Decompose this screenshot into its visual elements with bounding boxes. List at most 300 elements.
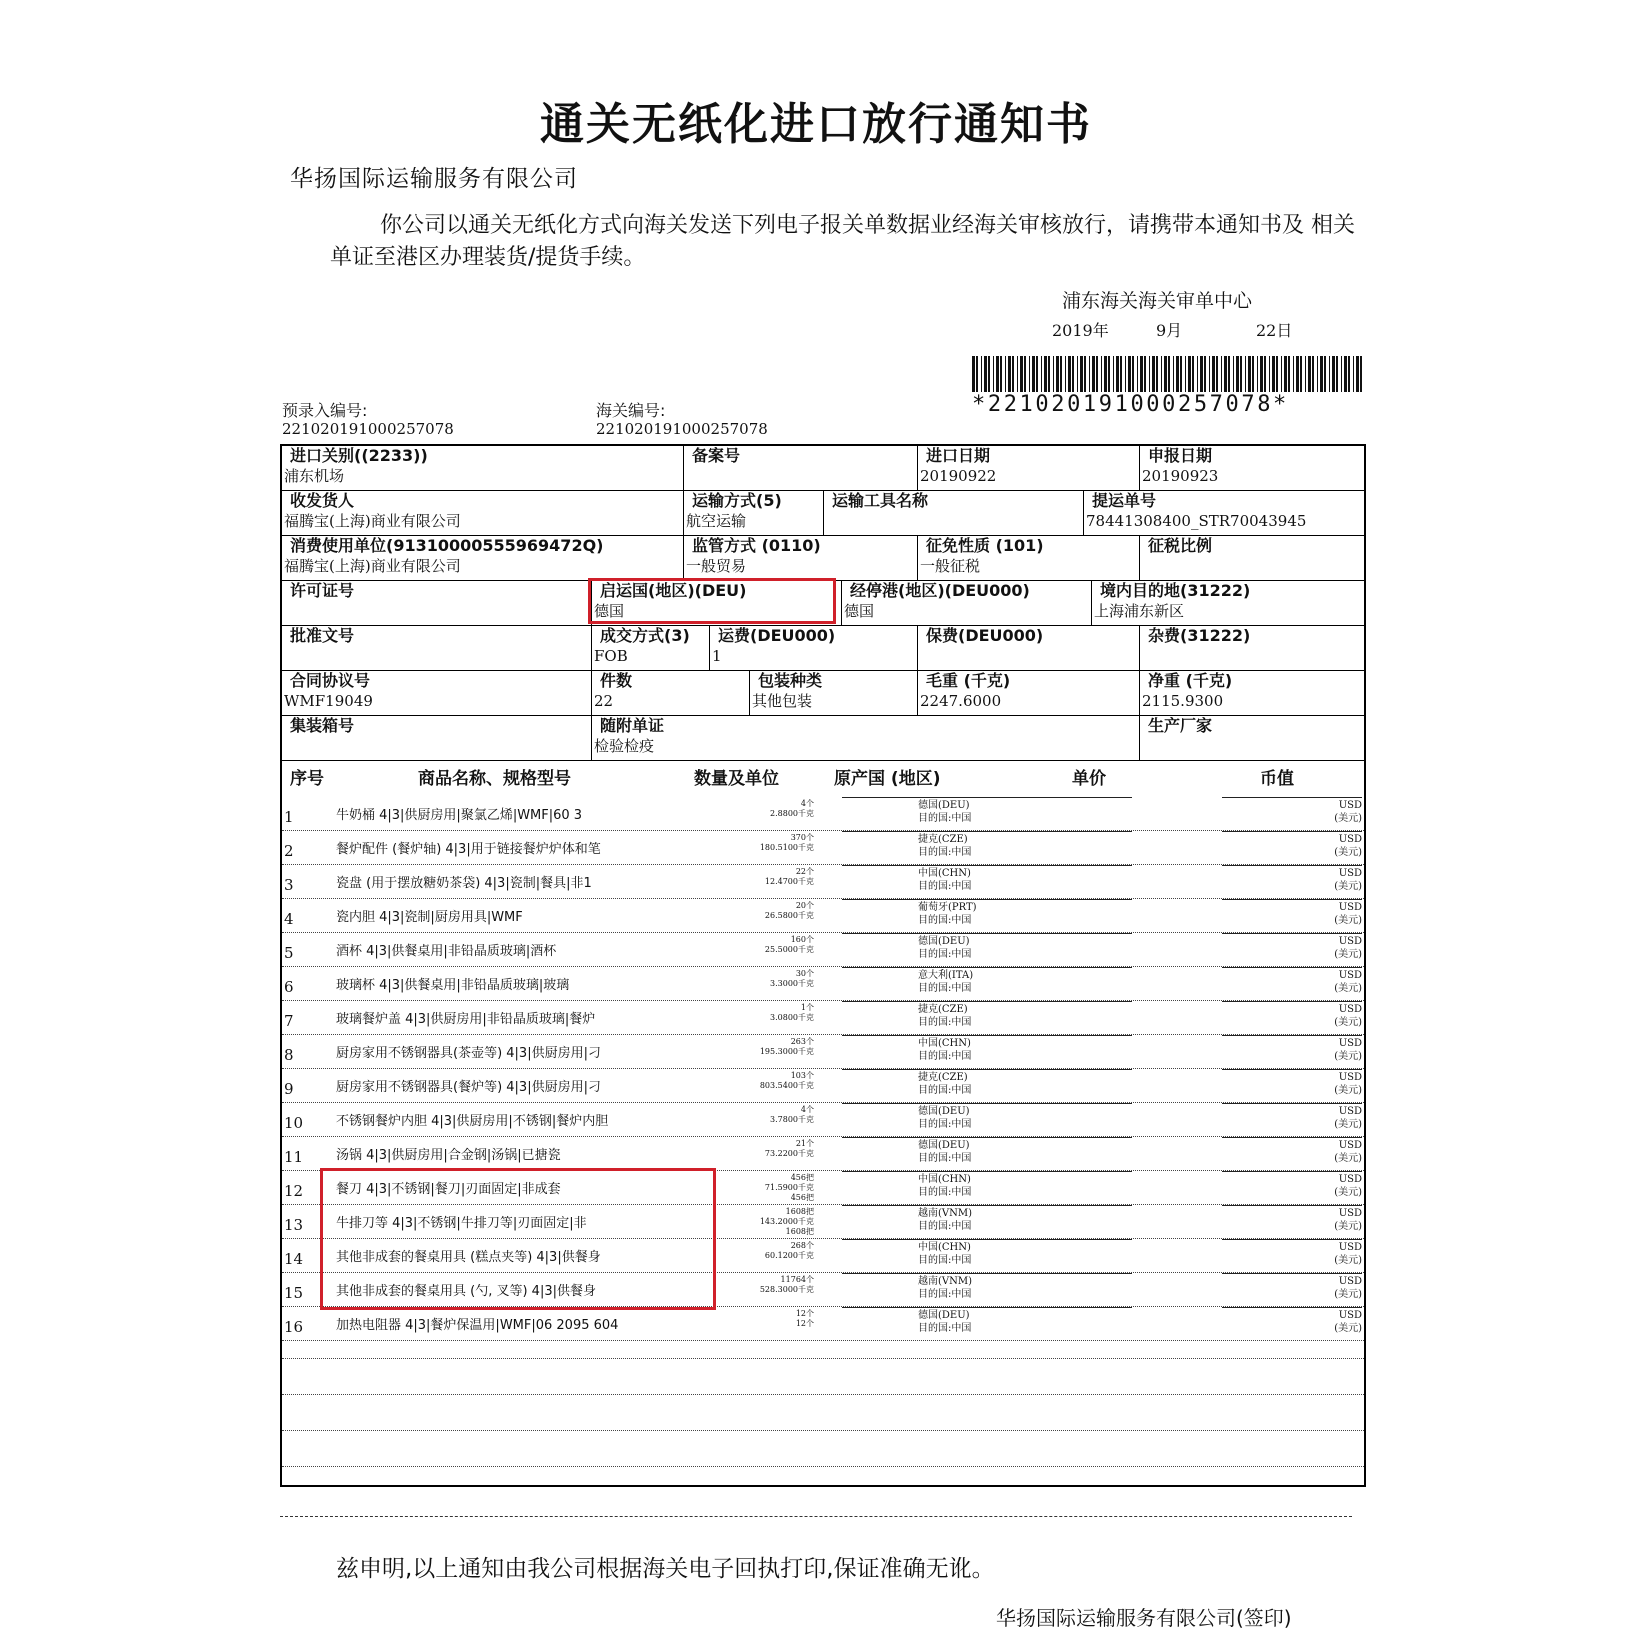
goods-origin-country: 德国(DEU) xyxy=(918,1106,970,1117)
goods-qty-1: 160个 xyxy=(790,935,814,944)
barcode-bar xyxy=(1264,356,1266,392)
barcode-bar xyxy=(1305,356,1306,392)
goods-qty-2: 2.8800千克 xyxy=(770,809,814,818)
barcode-bar xyxy=(1197,356,1198,392)
barcode-bar xyxy=(1324,356,1326,392)
barcode-bar xyxy=(1060,356,1062,392)
row-rule xyxy=(1222,967,1362,968)
row-rule xyxy=(1222,1171,1362,1172)
barcode-image xyxy=(972,356,1366,392)
field-tax-nature: 征免性质 (101) 一般征税 xyxy=(918,536,1140,581)
goods-currency xyxy=(1282,969,1362,995)
goods-currency-code: USD xyxy=(1338,1310,1362,1321)
goods-qty-1: 11764个 xyxy=(780,1275,814,1284)
row-rule xyxy=(1222,1273,1362,1274)
goods-idx: 4 xyxy=(284,910,294,928)
goods-currency xyxy=(1282,1275,1362,1301)
separator xyxy=(280,1516,1352,1517)
goods-origin-country: 捷克(CZE) xyxy=(918,1004,968,1015)
goods-qty-2: 12个 xyxy=(795,1319,814,1328)
goods-currency-code: USD xyxy=(1338,834,1362,845)
goods-origin-country: 捷克(CZE) xyxy=(918,1072,968,1083)
goods-dest-country: 目的国:中国 xyxy=(918,1289,972,1300)
row-rule xyxy=(842,1137,1132,1138)
barcode-bar xyxy=(1000,356,1002,392)
row-rule xyxy=(842,1239,1132,1240)
barcode-bar xyxy=(1140,356,1143,392)
customs-no-label: 海关编号: xyxy=(596,401,666,420)
goods-row xyxy=(282,864,1364,899)
row-rule xyxy=(1222,797,1362,798)
barcode-bar xyxy=(1236,356,1239,392)
barcode-bar xyxy=(1080,356,1083,392)
goods-currency xyxy=(1282,1139,1362,1165)
goods-currency-code: USD xyxy=(1338,868,1362,879)
goods-origin xyxy=(918,1071,971,1097)
goods-currency-code: USD xyxy=(1338,1038,1362,1049)
goods-currency-name: (美元) xyxy=(1334,1289,1362,1300)
goods-qty-1: 21个 xyxy=(795,1139,814,1148)
barcode-bar xyxy=(1096,356,1098,392)
barcode-bar xyxy=(1020,356,1023,392)
goods-currency-code: USD xyxy=(1338,970,1362,981)
goods-qty-1: 370个 xyxy=(790,833,814,842)
goods-qty-2: 528.3000千克 xyxy=(759,1285,814,1294)
barcode-bar xyxy=(1320,356,1323,392)
barcode-bar xyxy=(1152,356,1155,392)
row-rule xyxy=(842,1069,1132,1070)
goods-currency-code: USD xyxy=(1338,1174,1362,1185)
goods-idx: 11 xyxy=(284,1148,304,1166)
barcode-number: *221020191000257078* xyxy=(972,392,1289,417)
barcode-bar xyxy=(1281,356,1282,392)
row-rule xyxy=(1222,933,1362,934)
issue-month: 9月 xyxy=(1156,321,1183,340)
goods-dest-country: 目的国:中国 xyxy=(918,1153,972,1164)
field-transport-mode: 运输方式(5) 航空运输 xyxy=(684,491,824,536)
goods-origin-country: 越南(VNM) xyxy=(918,1276,973,1287)
goods-name: 餐刀 4|3|不锈钢|餐刀|刃面固定|非成套 xyxy=(336,1182,561,1197)
field-documents: 随附单证 检验检疫 xyxy=(592,716,1140,761)
goods-currency-name: (美元) xyxy=(1334,915,1362,926)
barcode-bar xyxy=(1032,356,1035,392)
notice-body: 你公司以通关无纸化方式向海关发送下列电子报关单数据业经海关审核放行，请携带本通知书及 相关单证至港区办理装货/提货手续。 xyxy=(330,213,1355,270)
barcode-bar xyxy=(1132,356,1134,392)
goods-idx: 9 xyxy=(284,1080,294,1098)
barcode-bar xyxy=(1173,356,1174,392)
goods-qty xyxy=(742,1139,814,1159)
empty-line xyxy=(282,1358,1364,1359)
barcode-bar xyxy=(1005,356,1006,392)
goods-idx: 14 xyxy=(284,1250,304,1268)
goods-currency-code: USD xyxy=(1338,902,1362,913)
goods-row xyxy=(282,1102,1364,1137)
barcode-bar xyxy=(1113,356,1114,392)
goods-row xyxy=(282,796,1364,831)
barcode-bar xyxy=(1044,356,1047,392)
field-net-weight: 净重 (千克) 2115.9300 xyxy=(1140,671,1364,716)
goods-qty-2: 803.5400千克 xyxy=(759,1081,814,1090)
goods-header-currency: 币值 xyxy=(1260,769,1294,789)
row-rule xyxy=(1222,1137,1362,1138)
barcode-bar xyxy=(1068,356,1071,392)
barcode-bar xyxy=(1348,356,1350,392)
barcode-bar xyxy=(1176,356,1179,392)
row-rule xyxy=(842,933,1132,934)
goods-currency-name: (美元) xyxy=(1334,813,1362,824)
field-tax-ratio: 征税比例 xyxy=(1140,536,1364,581)
field-deal-mode: 成交方式(3) FOB xyxy=(592,626,710,671)
goods-header-price: 单价 xyxy=(1072,769,1106,789)
barcode-bar xyxy=(1008,356,1011,392)
goods-qty-2: 26.5800千克 xyxy=(764,911,814,920)
field-destination: 境内目的地(31222) 上海浦东新区 xyxy=(1092,581,1364,626)
barcode-bar xyxy=(981,356,982,392)
goods-dest-country: 目的国:中国 xyxy=(918,847,972,858)
barcode-bar xyxy=(1104,356,1107,392)
goods-row xyxy=(282,932,1364,967)
goods-currency-name: (美元) xyxy=(1334,983,1362,994)
field-misc-fee: 杂费(31222) xyxy=(1140,626,1364,671)
goods-name: 其他非成套的餐桌用具 (糕点夹等) 4|3|供餐身 xyxy=(336,1250,601,1265)
goods-dest-country: 目的国:中国 xyxy=(918,983,972,994)
row-rule xyxy=(842,1171,1132,1172)
goods-qty xyxy=(742,1275,814,1295)
goods-qty xyxy=(742,1037,814,1057)
empty-line xyxy=(282,1430,1364,1431)
goods-row xyxy=(282,1068,1364,1103)
goods-origin-country: 中国(CHN) xyxy=(918,1174,971,1185)
field-vehicle-name: 运输工具名称 xyxy=(824,491,1084,536)
goods-qty xyxy=(742,867,814,887)
row-rule xyxy=(842,865,1132,866)
goods-qty-1: 20个 xyxy=(795,901,814,910)
barcode-bar xyxy=(1288,356,1290,392)
goods-name: 汤锅 4|3|供厨房用|合金钢|汤锅|已搪瓷 xyxy=(336,1148,561,1163)
goods-qty xyxy=(742,1207,814,1237)
empty-line xyxy=(282,1466,1364,1467)
goods-origin xyxy=(918,1173,971,1199)
goods-dest-country: 目的国:中国 xyxy=(918,1221,972,1232)
goods-qty xyxy=(742,833,814,853)
goods-qty-2: 3.3000千克 xyxy=(770,979,814,988)
goods-row xyxy=(282,966,1364,1001)
goods-dest-country: 目的国:中国 xyxy=(918,1187,972,1198)
barcode-bar xyxy=(988,356,990,392)
goods-origin xyxy=(918,1207,972,1233)
field-transit-port: 经停港(地区)(DEU000) 德国 xyxy=(842,581,1092,626)
goods-idx: 8 xyxy=(284,1046,294,1064)
goods-qty xyxy=(742,1071,814,1091)
goods-row xyxy=(282,1136,1364,1171)
goods-origin xyxy=(918,833,971,859)
barcode-bar xyxy=(1212,356,1215,392)
barcode-bar xyxy=(972,356,975,392)
barcode-bar xyxy=(1065,356,1066,392)
goods-dest-country: 目的国:中国 xyxy=(918,915,972,926)
goods-qty xyxy=(742,1003,814,1023)
barcode-bar xyxy=(1245,356,1246,392)
goods-qty-1: 1个 xyxy=(800,1003,814,1012)
barcode-bar xyxy=(1024,356,1026,392)
field-declare-date: 申报日期 20190923 xyxy=(1140,446,1364,491)
barcode-bar xyxy=(1036,356,1038,392)
barcode-bar xyxy=(1356,356,1359,392)
goods-origin-country: 捷克(CZE) xyxy=(918,834,968,845)
field-consumer: 消费使用单位(91310000555969472Q) 福腾宝(上海)商业有限公司 xyxy=(282,536,684,581)
barcode-bar xyxy=(1161,356,1162,392)
barcode-bar xyxy=(1185,356,1186,392)
barcode-bar xyxy=(1108,356,1110,392)
goods-idx: 7 xyxy=(284,1012,294,1030)
goods-currency-name: (美元) xyxy=(1334,847,1362,858)
goods-currency xyxy=(1282,1241,1362,1267)
barcode-bar xyxy=(1089,356,1090,392)
row-rule xyxy=(842,899,1132,900)
barcode-bar xyxy=(976,356,978,392)
goods-idx: 16 xyxy=(284,1318,304,1336)
goods-idx: 15 xyxy=(284,1284,304,1302)
barcode-bar xyxy=(1072,356,1074,392)
barcode-bar xyxy=(1053,356,1054,392)
goods-header-idx: 序号 xyxy=(290,769,324,789)
goods-currency-name: (美元) xyxy=(1334,949,1362,960)
field-packaging: 包装种类 其他包装 xyxy=(750,671,918,716)
goods-qty xyxy=(742,935,814,955)
field-consignee: 收发货人 福腾宝(上海)商业有限公司 xyxy=(282,491,684,536)
goods-name: 其他非成套的餐桌用具 (勺, 叉等) 4|3|供餐身 xyxy=(336,1284,596,1299)
goods-currency xyxy=(1282,867,1362,893)
goods-origin-country: 德国(DEU) xyxy=(918,800,970,811)
goods-origin xyxy=(918,1275,972,1301)
row-rule xyxy=(842,1273,1132,1274)
row-rule xyxy=(1222,1307,1362,1308)
goods-name: 餐炉配件 (餐炉轴) 4|3|用于链接餐炉炉体和笔 xyxy=(336,842,601,857)
goods-qty xyxy=(742,799,814,819)
goods-origin xyxy=(918,1139,971,1165)
goods-dest-country: 目的国:中国 xyxy=(918,1119,972,1130)
row-rule xyxy=(1222,1103,1362,1104)
goods-currency-name: (美元) xyxy=(1334,1153,1362,1164)
recipient-company: 华扬国际运输服务有限公司 xyxy=(290,166,578,192)
barcode-bar xyxy=(1224,356,1227,392)
goods-currency-code: USD xyxy=(1338,1004,1362,1015)
goods-header-origin: 原产国 (地区) xyxy=(834,769,941,789)
goods-currency xyxy=(1282,1173,1362,1199)
barcode-bar xyxy=(1216,356,1218,392)
goods-idx: 1 xyxy=(284,808,294,826)
goods-qty-2: 12.4700千克 xyxy=(764,877,814,886)
goods-currency xyxy=(1282,901,1362,927)
row-rule xyxy=(1222,1205,1362,1206)
goods-currency xyxy=(1282,1207,1362,1233)
goods-row xyxy=(282,1034,1364,1069)
goods-row xyxy=(282,1000,1364,1035)
goods-name: 不锈钢餐炉内胆 4|3|供厨房用|不锈钢|餐炉内胆 xyxy=(336,1114,609,1129)
goods-currency xyxy=(1282,1003,1362,1029)
goods-currency-name: (美元) xyxy=(1334,1221,1362,1232)
goods-name: 瓷内胆 4|3|瓷制|厨房用具|WMF xyxy=(336,910,523,925)
goods-qty-1: 263个 xyxy=(790,1037,814,1046)
goods-currency-code: USD xyxy=(1338,1072,1362,1083)
barcode-bar xyxy=(1144,356,1146,392)
issue-date xyxy=(1052,318,1292,341)
row-rule xyxy=(1222,899,1362,900)
goods-idx: 13 xyxy=(284,1216,304,1234)
declaration-statement: 兹申明,以上通知由我公司根据海关电子回执打印,保证准确无讹。 xyxy=(336,1556,995,1582)
barcode-bar xyxy=(1149,356,1150,392)
goods-currency-name: (美元) xyxy=(1334,1051,1362,1062)
goods-currency-code: USD xyxy=(1338,936,1362,947)
goods-qty-2: 180.5100千克 xyxy=(759,843,814,852)
goods-dest-country: 目的国:中国 xyxy=(918,1085,972,1096)
goods-qty-2: 195.3000千克 xyxy=(759,1047,814,1056)
goods-currency-name: (美元) xyxy=(1334,1085,1362,1096)
goods-qty-1: 12个 xyxy=(795,1309,814,1318)
goods-origin-country: 中国(CHN) xyxy=(918,868,971,879)
goods-currency xyxy=(1282,1037,1362,1063)
goods-qty-2: 73.2200千克 xyxy=(764,1149,814,1158)
barcode-bar xyxy=(996,356,999,392)
goods-currency-code: USD xyxy=(1338,1140,1362,1151)
goods-origin xyxy=(918,867,971,893)
field-insurance: 保费(DEU000) xyxy=(918,626,1140,671)
goods-qty-2: 3.7800千克 xyxy=(770,1115,814,1124)
barcode-bar xyxy=(1200,356,1203,392)
goods-qty-3: 456把 xyxy=(790,1193,814,1202)
goods-currency xyxy=(1282,1071,1362,1097)
goods-name: 玻璃餐炉盖 4|3|供厨房用|非铅晶质玻璃|餐炉 xyxy=(336,1012,596,1027)
row-rule xyxy=(842,1307,1132,1308)
goods-origin-country: 葡萄牙(PRT) xyxy=(918,902,977,913)
goods-qty xyxy=(742,1309,814,1329)
field-origin-country: 启运国(地区)(DEU) 德国 xyxy=(592,581,842,626)
barcode-bar xyxy=(1137,356,1138,392)
barcode-bar xyxy=(1077,356,1078,392)
barcode-bar xyxy=(1084,356,1086,392)
goods-dest-country: 目的国:中国 xyxy=(918,1051,972,1062)
goods-idx: 2 xyxy=(284,842,294,860)
goods-qty-1: 268个 xyxy=(790,1241,814,1250)
goods-currency-name: (美元) xyxy=(1334,881,1362,892)
field-approval-no: 批准文号 xyxy=(282,626,592,671)
barcode-bar xyxy=(1296,356,1299,392)
goods-currency xyxy=(1282,935,1362,961)
goods-origin xyxy=(918,1003,971,1029)
row-rule xyxy=(842,967,1132,968)
barcode-bar xyxy=(1240,356,1242,392)
barcode-bar xyxy=(1101,356,1102,392)
goods-origin xyxy=(918,1105,971,1131)
goods-name: 厨房家用不锈钢器具(餐炉等) 4|3|供厨房用|刁 xyxy=(336,1080,601,1095)
goods-origin xyxy=(918,969,973,995)
field-gross-weight: 毛重 (千克) 2247.6000 xyxy=(918,671,1140,716)
goods-dest-country: 目的国:中国 xyxy=(918,1255,972,1266)
goods-name: 酒杯 4|3|供餐桌用|非铅晶质玻璃|酒杯 xyxy=(336,944,557,959)
barcode-bar xyxy=(1192,356,1194,392)
customs-no-value: 221020191000257078 xyxy=(596,420,768,438)
barcode-bar xyxy=(1341,356,1342,392)
barcode-bar xyxy=(1233,356,1234,392)
goods-qty-1: 4个 xyxy=(800,799,814,808)
barcode-bar xyxy=(1180,356,1182,392)
goods-qty xyxy=(742,1241,814,1261)
barcode-bar xyxy=(1156,356,1158,392)
row-rule xyxy=(1222,1035,1362,1036)
barcode-bar xyxy=(1056,356,1059,392)
goods-idx: 3 xyxy=(284,876,294,894)
barcode-bar xyxy=(1293,356,1294,392)
goods-idx: 6 xyxy=(284,978,294,996)
goods-origin-country: 意大利(ITA) xyxy=(918,970,974,981)
goods-origin xyxy=(918,1241,971,1267)
goods-header-name: 商品名称、规格型号 xyxy=(418,769,571,789)
highlight-origin-country xyxy=(588,578,836,624)
barcode-bar xyxy=(1317,356,1318,392)
goods-currency-code: USD xyxy=(1338,1208,1362,1219)
barcode-bar xyxy=(1092,356,1095,392)
goods-origin xyxy=(918,935,971,961)
goods-name: 牛奶桶 4|3|供厨房用|聚氯乙烯|WMF|60 3 xyxy=(336,808,583,823)
barcode-bar xyxy=(1128,356,1131,392)
goods-qty-2: 3.0800千克 xyxy=(770,1013,814,1022)
goods-origin-country: 德国(DEU) xyxy=(918,936,970,947)
goods-currency xyxy=(1282,1309,1362,1335)
goods-qty-3: 1608把 xyxy=(785,1227,814,1236)
goods-name: 牛排刀等 4|3|不锈钢|牛排刀等|刃面固定|非 xyxy=(336,1216,587,1231)
goods-origin-country: 德国(DEU) xyxy=(918,1310,970,1321)
row-rule xyxy=(1222,865,1362,866)
barcode-bar xyxy=(1308,356,1311,392)
goods-origin xyxy=(918,1309,971,1335)
barcode-bar xyxy=(984,356,987,392)
barcode-bar xyxy=(1257,356,1258,392)
row-rule xyxy=(842,797,1132,798)
barcode-bar xyxy=(1168,356,1170,392)
row-rule xyxy=(842,1205,1132,1206)
field-bill-no: 提运单号 78441308400_STR70043945 xyxy=(1084,491,1364,536)
row-rule xyxy=(842,1103,1132,1104)
goods-currency-name: (美元) xyxy=(1334,1323,1362,1334)
goods-dest-country: 目的国:中国 xyxy=(918,881,972,892)
field-pieces: 件数 22 xyxy=(592,671,750,716)
goods-qty-1: 1608把 xyxy=(785,1207,814,1216)
goods-idx: 12 xyxy=(284,1182,304,1200)
field-container-no: 集装箱号 xyxy=(282,716,592,761)
goods-qty xyxy=(742,969,814,989)
goods-origin-country: 越南(VNM) xyxy=(918,1208,973,1219)
goods-idx: 10 xyxy=(284,1114,304,1132)
goods-dest-country: 目的国:中国 xyxy=(918,949,972,960)
barcode-bar xyxy=(1116,356,1119,392)
barcode-bar xyxy=(1332,356,1335,392)
goods-qty-2: 71.5900千克 xyxy=(764,1183,814,1192)
goods-qty-2: 60.1200千克 xyxy=(764,1251,814,1260)
goods-origin xyxy=(918,1037,971,1063)
barcode-bar xyxy=(1221,356,1222,392)
goods-origin xyxy=(918,901,977,927)
goods-dest-country: 目的国:中国 xyxy=(918,813,972,824)
barcode-bar xyxy=(1125,356,1126,392)
goods-row xyxy=(282,1306,1364,1341)
barcode-bar xyxy=(1120,356,1122,392)
barcode-bar xyxy=(1228,356,1230,392)
field-license: 许可证号 xyxy=(282,581,592,626)
barcode-bar xyxy=(1353,356,1354,392)
row-rule xyxy=(1222,1069,1362,1070)
barcode-bar xyxy=(1269,356,1270,392)
goods-currency-code: USD xyxy=(1338,1106,1362,1117)
